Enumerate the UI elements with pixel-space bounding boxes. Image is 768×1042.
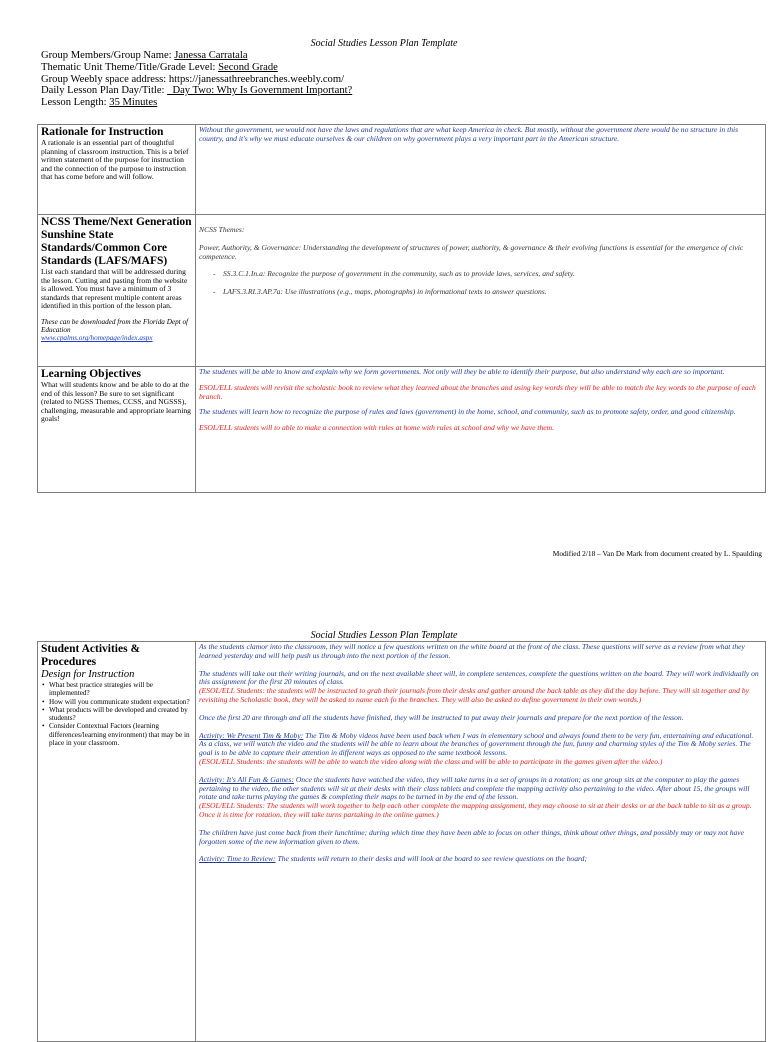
length-label: Lesson Length: <box>41 97 110 109</box>
activities-table <box>37 641 766 1042</box>
weebly-label: Group Weebly space address: <box>41 73 169 85</box>
page-title: Social Studies Lesson Plan Template <box>310 38 458 49</box>
activity-paragraph <box>199 732 762 758</box>
activity-title: Activity: We Present Tim & Moby: <box>199 730 304 740</box>
ncss-heading: NCSS Theme/Next Generation Sunshine State Standards/Common Core Standards (LAFS/MAFS) <box>41 216 192 267</box>
ncss-description: List each standard that will be addressed during the lesson. Cutting and pasting from the website is allowed. You must have a minimum of 3 standards that represent multiple content areas identified in this portion of the lesson plan. <box>41 267 188 311</box>
theme-label: Thematic Unit Theme/Title/Grade Level: <box>41 61 219 73</box>
cpalms-link[interactable]: www.cpalms.org/homepage/index.aspx <box>41 334 153 343</box>
theme-line <box>41 62 352 74</box>
activity-text: The Tim & Moby videos have been used back when I was in elementary school and always found them to be very fun, entertaining and educational. As a class, we will watch the video and the students will be able to learn about the branches of government through the fun, funny and charming styles of the Tim & Moby series. The goal is to be able to capture their attention in different ways as opposed to the same textbook lessons. <box>199 730 754 758</box>
power-authority-text: Power, Authority, & Governance: Understanding the development of structures of power, authority, & governance & their evolving functions is essential for the emergence of civic competence. <box>199 242 744 261</box>
objective-text: The students will learn how to recognize the purpose of rules and laws (government) in the home, school, and community, such as to promote safety, order, and good citizenship. <box>199 407 736 417</box>
activity-paragraph: The students will take out their writing journals, and on the next available sheet will, in complete sentences, complete the questions written on the board. They will work individually on this assignment for the first 20 minutes of class. <box>199 668 759 687</box>
activity-paragraph <box>199 776 762 802</box>
ncss-content-cell <box>196 215 766 367</box>
page-title: Social Studies Lesson Plan Template <box>310 630 458 641</box>
esol-text: (ESOL/ELL Students: The students will work together to help each other complete the mapping assignment, they may choose to sit at their desks or at the back table to sit as a group. Once it is time for rotation, they will take turns partaking in the online games.) <box>199 801 752 819</box>
activity-paragraph <box>199 855 762 864</box>
esol-text: (ESOL/ELL Students: the students will be able to watch the video along with the class and will be able to participate in the games given after the video.) <box>199 756 663 766</box>
activities-content-cell <box>196 642 766 1042</box>
rationale-left <box>38 125 196 215</box>
activity-paragraph: The children have just come back from their lunchtime; during which time they have been able to focus on other things, think about other things, and possibly may or may not have forgotten some of the new information given to them. <box>199 827 745 846</box>
rationale-row <box>38 125 766 215</box>
esol-text: ESOL/ELL students will to able to make a connection with rules at home with rules at school and why we have them. <box>199 423 555 433</box>
activity-title: Activity: Time to Review: <box>199 854 276 864</box>
list-item: • Consider Contextual Factors (learning differences/learning environment) that may be in place in your classroom. <box>49 722 192 747</box>
list-item: • How will you communicate student expectation? <box>49 698 192 706</box>
activity-text: The students will return to their desks and will look at the board to see review questions on the board; <box>275 854 588 864</box>
weebly-value[interactable]: https://janessathreebranches.weebly.com/ <box>168 73 345 85</box>
list-item: • What best practice strategies will be implemented? <box>49 681 192 698</box>
ncss-row <box>38 215 766 367</box>
ncss-download-note: These can be downloaded from the Florida Dept of Education <box>41 317 189 335</box>
lesson-header <box>41 50 352 109</box>
group-label: Group Members/Group Name: <box>41 50 175 61</box>
rationale-heading: Rationale for Instruction <box>41 126 164 138</box>
group-line <box>41 50 352 62</box>
page-footer: Modified 2/18 – Van De Mark from document created by L. Spaulding <box>552 549 762 558</box>
lesson-plan-table <box>37 124 766 493</box>
activities-left <box>38 642 196 1042</box>
list-item: • What products will be developed and created by students? <box>49 706 192 723</box>
activity-text: Once the students have watched the video, they will take turns in a set of groups in a rotation; as one group sits at the computer to play the games pertaining to the video, the other students will sit at their desks with their class tablets and complete the mapping activity also pertaining to the video. After about 15, the groups will rotate and take turns playing the games & completing their maps to be turned in by the end of the lesson. <box>199 774 750 802</box>
activities-heading: Student Activities & Procedures <box>41 643 141 668</box>
weebly-line <box>41 74 352 86</box>
guidance-list <box>41 681 192 747</box>
rationale-description: A rationale is an essential part of thoughtful planning of classroom instruction. This is a brief written statement of the purpose for instruction and the connection of the purpose to instruction that has come before and will follow. <box>41 138 189 182</box>
standard-item: - LAFS.3.RI.3.AP.7a: Use illustrations (e.g., maps, photographs) in informational texts to answer questions. <box>199 288 762 297</box>
day-title-line <box>41 85 352 97</box>
rationale-content: Without the government, we would not have the laws and regulations that are what keep America in check. But mostly, without the government there would be no structure in this country, and it's why we must educate ourselves & our children on why government plays a very important part in the American structure. <box>199 125 739 143</box>
activities-row <box>38 642 766 1042</box>
objectives-description: What will students know and be able to do at the end of this lesson? Be sure to set significant (related to NGSS Themes, CCSS, and NGSSS), challenging, measurable and appropriate learning goals! <box>41 380 191 424</box>
activity-paragraph: Once the first 20 are through and all the students have finished, they will be instructed to put away their journals and prepare for the next portion of the lesson. <box>199 712 684 722</box>
esol-text: (ESOL/ELL Students: the students will be instructed to grab their journals from their desks and gather around the back table as they did the day before. They will sit together and by revisiting the Scholastic book, they will be asked to name each fo the branches. They will also be asked to define government in their own words.) <box>199 686 749 704</box>
rationale-content-cell <box>196 125 766 215</box>
standard-item: - SS.3.C.1.In.a: Recognize the purpose of government in the community, such as to provide laws, services, and safety. <box>199 270 762 279</box>
length-value: 35 Minutes <box>109 97 158 109</box>
objectives-heading: Learning Objectives <box>41 368 141 380</box>
length-line <box>41 97 352 109</box>
esol-text: ESOL/ELL students will revisit the scholastic book to review what they learned about the branches and using key words they will be able to match the key words to the purpose of each branch. <box>199 382 756 401</box>
objectives-content-cell <box>196 367 766 493</box>
design-subheading: Design for Instruction <box>41 669 135 680</box>
activity-title: Activity: It's All Fun & Games: <box>199 774 294 784</box>
ncss-themes-label: NCSS Themes: <box>199 225 245 234</box>
activity-paragraph: As the students clamor into the classroom, they will notice a few questions written on the white board at the front of the class. These questions will serve as a review from what they learned yesterday and will help push us through into the next portion of the lesson. <box>199 642 745 660</box>
ncss-left <box>38 215 196 367</box>
day-label: Daily Lesson Plan Day/Title: <box>41 85 168 97</box>
objectives-left <box>38 367 196 493</box>
objective-text: The students will be able to know and explain why we form governments. Not only will they be able to identify their purpose, but also understand why each are so important. <box>199 367 725 376</box>
objectives-row <box>38 367 766 493</box>
group-value: Janessa Carratala <box>174 50 248 61</box>
theme-value: Second Grade <box>218 61 278 73</box>
day-value: _Day Two: Why Is Government Important? <box>167 85 353 97</box>
